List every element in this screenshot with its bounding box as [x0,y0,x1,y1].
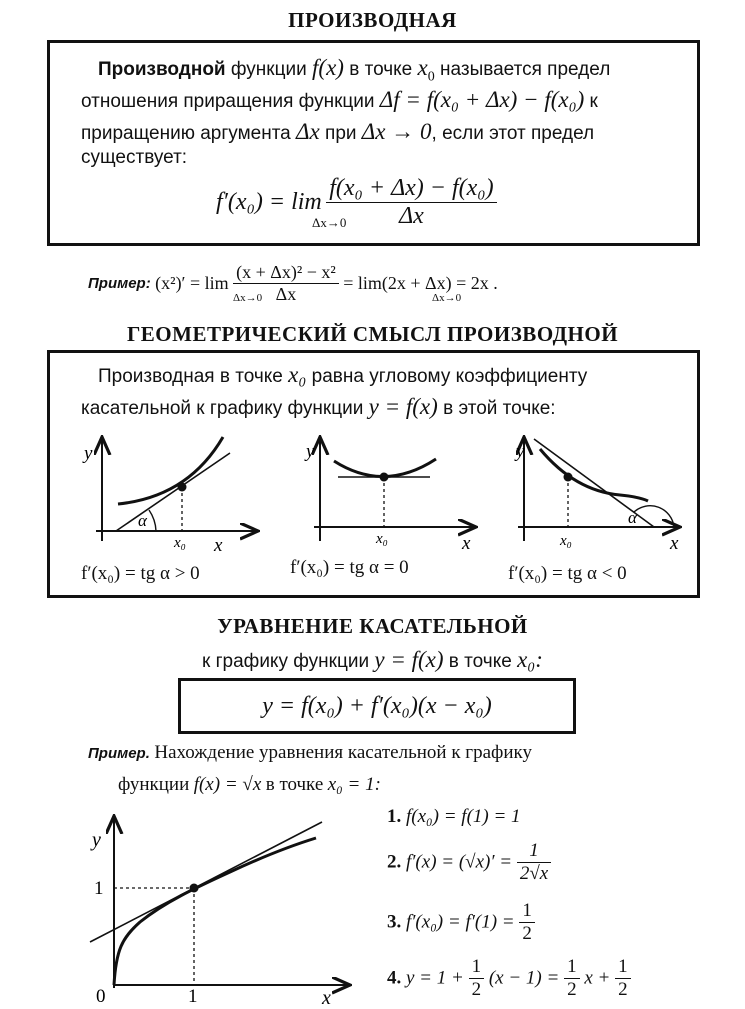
formula-denominator: Δx [326,202,496,230]
step-text: x + [584,967,611,989]
one-y-label: 1 [94,878,104,899]
formula-numerator: f(x₀ + Δx) − f(x₀) [329,175,494,201]
tangent-subtitle [0,644,745,677]
text: , если этот предел [431,123,595,144]
math-y-eq-fx: y = f(x) [374,647,444,672]
zero-label: 0 [96,986,106,1005]
math-f-sqrt: f(x) = √x [193,774,262,795]
caption-positive: f′(x₀) = tg α > 0 [81,563,200,584]
math-x0-eq-1: x₀ = 1: [327,774,381,795]
step-number: 4. [387,967,402,989]
text: равна угловому коэффициенту [311,366,588,387]
graph-sqrt-tangent [70,810,360,1005]
sqrt-curve [114,838,316,985]
alpha-label: α [628,508,637,527]
x-label: x [462,533,471,554]
tangent-point [190,884,199,893]
example1-denominator: Δx [233,283,339,305]
text: функции [118,774,190,795]
math-delta-f: Δf = f(x₀ + Δx) − f(x₀) [379,87,585,112]
example-1: Пример: (x²)′ = lim $\frac{\text{(x + Δx)² − x²}}{\Delta x}$ = lim(2x + Δx) = 2x . [88,262,498,304]
geometric-box [47,350,700,598]
tangent-formula: y = f(x₀) + f′(x₀)(x − x₀) [262,693,492,719]
tangent-line [90,822,322,942]
example-label: Пример. [88,745,150,762]
example1-lhs: (x²)′ = lim [155,273,229,293]
math-y-eq-fx: y = f(x) [368,394,438,419]
step-text: f′(x₀) = f′(1) = [406,911,515,933]
curve [540,449,648,501]
math-delta-x: Δx [296,119,320,144]
example1-sub2: Δx→0 [432,292,462,304]
step-text: f′(x) = (√x)′ = [406,851,513,873]
text: к [589,91,598,112]
y-label: y [84,443,93,464]
step-3 [387,900,535,945]
geometric-line-2 [81,391,556,424]
tangent-point [178,483,187,492]
x-label: x [670,533,679,554]
text: касательной к графику функции [81,398,364,419]
text: в точке [349,59,413,80]
text: при [325,123,357,144]
math-x0: x₀: [517,647,543,672]
x0-label: x₀ [174,535,186,551]
step-text: f(x₀) = f(1) = 1 [406,806,521,827]
example-label: Пример [88,275,146,292]
derivative-formula [216,175,497,230]
text: к графику функции [202,651,370,672]
text: функции [230,59,307,80]
step-fraction: $\frac{1}{2√x}$ [517,840,551,885]
x-label: x [322,987,331,1005]
step-fraction: $\frac{1}{2}$ [564,956,580,1001]
example-2-line-1 [88,742,532,764]
term-derivative: Производной [98,59,226,80]
step-1 [387,806,521,828]
step-fraction: $\frac{1}{2}$ [519,900,535,945]
x0-label: x₀ [560,533,572,549]
step-fraction: $\frac{1}{2}$ [615,956,631,1001]
example-2-line-2 [118,774,381,796]
example1-rhs: = lim(2x + Δx) = 2x . [343,273,498,293]
text: приращению аргумента [81,123,291,144]
definition-line-2 [81,84,598,117]
tangent-formula-box [178,678,576,734]
alpha-label: α [138,511,147,530]
graph-positive-slope [78,431,268,556]
step-text: y = 1 + [406,967,464,989]
formula-fraction [326,175,496,230]
text: в точке [448,651,512,672]
definition-line-4: существует: [81,147,188,168]
y-label: y [92,829,101,851]
math-fx: f(x) [312,55,344,80]
step-fraction: $\frac{1}{2}$ [469,956,485,1001]
angle-arc [149,510,156,531]
graph-zero-slope [296,431,486,556]
graph-negative-slope [500,431,690,556]
math-x0: x₀ [288,362,307,387]
step-text: (x − 1) = [488,967,560,989]
step-2 [387,840,551,885]
math-x0: $x_0$ [417,55,435,85]
tangent-line [116,453,230,531]
formula-limit-subscript: Δx→0 [312,215,347,230]
y-label: y [306,441,315,462]
caption-zero: f′(x₀) = tg α = 0 [290,557,409,578]
geometric-line-1 [98,359,587,392]
y-label: y [516,441,525,462]
text: в точке [265,774,324,795]
caption-negative: f′(x₀) = tg α < 0 [508,563,627,584]
step-number: 2. [387,851,402,873]
x-label: x [214,535,223,556]
definition-box [47,40,700,246]
step-4 [387,956,631,1001]
section-title-tangent-equation: УРАВНЕНИЕ КАСАТЕЛЬНОЙ [217,614,528,638]
section-title-derivative: ПРОИЗВОДНАЯ [288,8,457,32]
text: Производная в точке [98,366,283,387]
step-number: 3. [387,911,402,933]
text: отношения приращения функции [81,91,375,112]
x0-label: x₀ [376,531,388,547]
text: Нахождение уравнения касательной к графику [154,742,532,763]
example1-numerator: (x + Δx)² − x² [236,262,336,282]
text: в этой точке: [443,398,556,419]
example1-sub1: Δx→0 [233,292,263,304]
step-number: 1. [387,806,402,827]
tangent-point [564,473,573,482]
math-delta-x-to-zero: Δx → 0 [361,119,432,144]
section-title-geometric-meaning: ГЕОМЕТРИЧЕСКИЙ СМЫСЛ ПРОИЗВОДНОЙ [126,322,619,346]
text: называется предел [440,59,611,80]
tangent-point [380,473,389,482]
formula-lhs: f′(x₀) = lim [216,189,322,215]
one-x-label: 1 [188,986,198,1005]
